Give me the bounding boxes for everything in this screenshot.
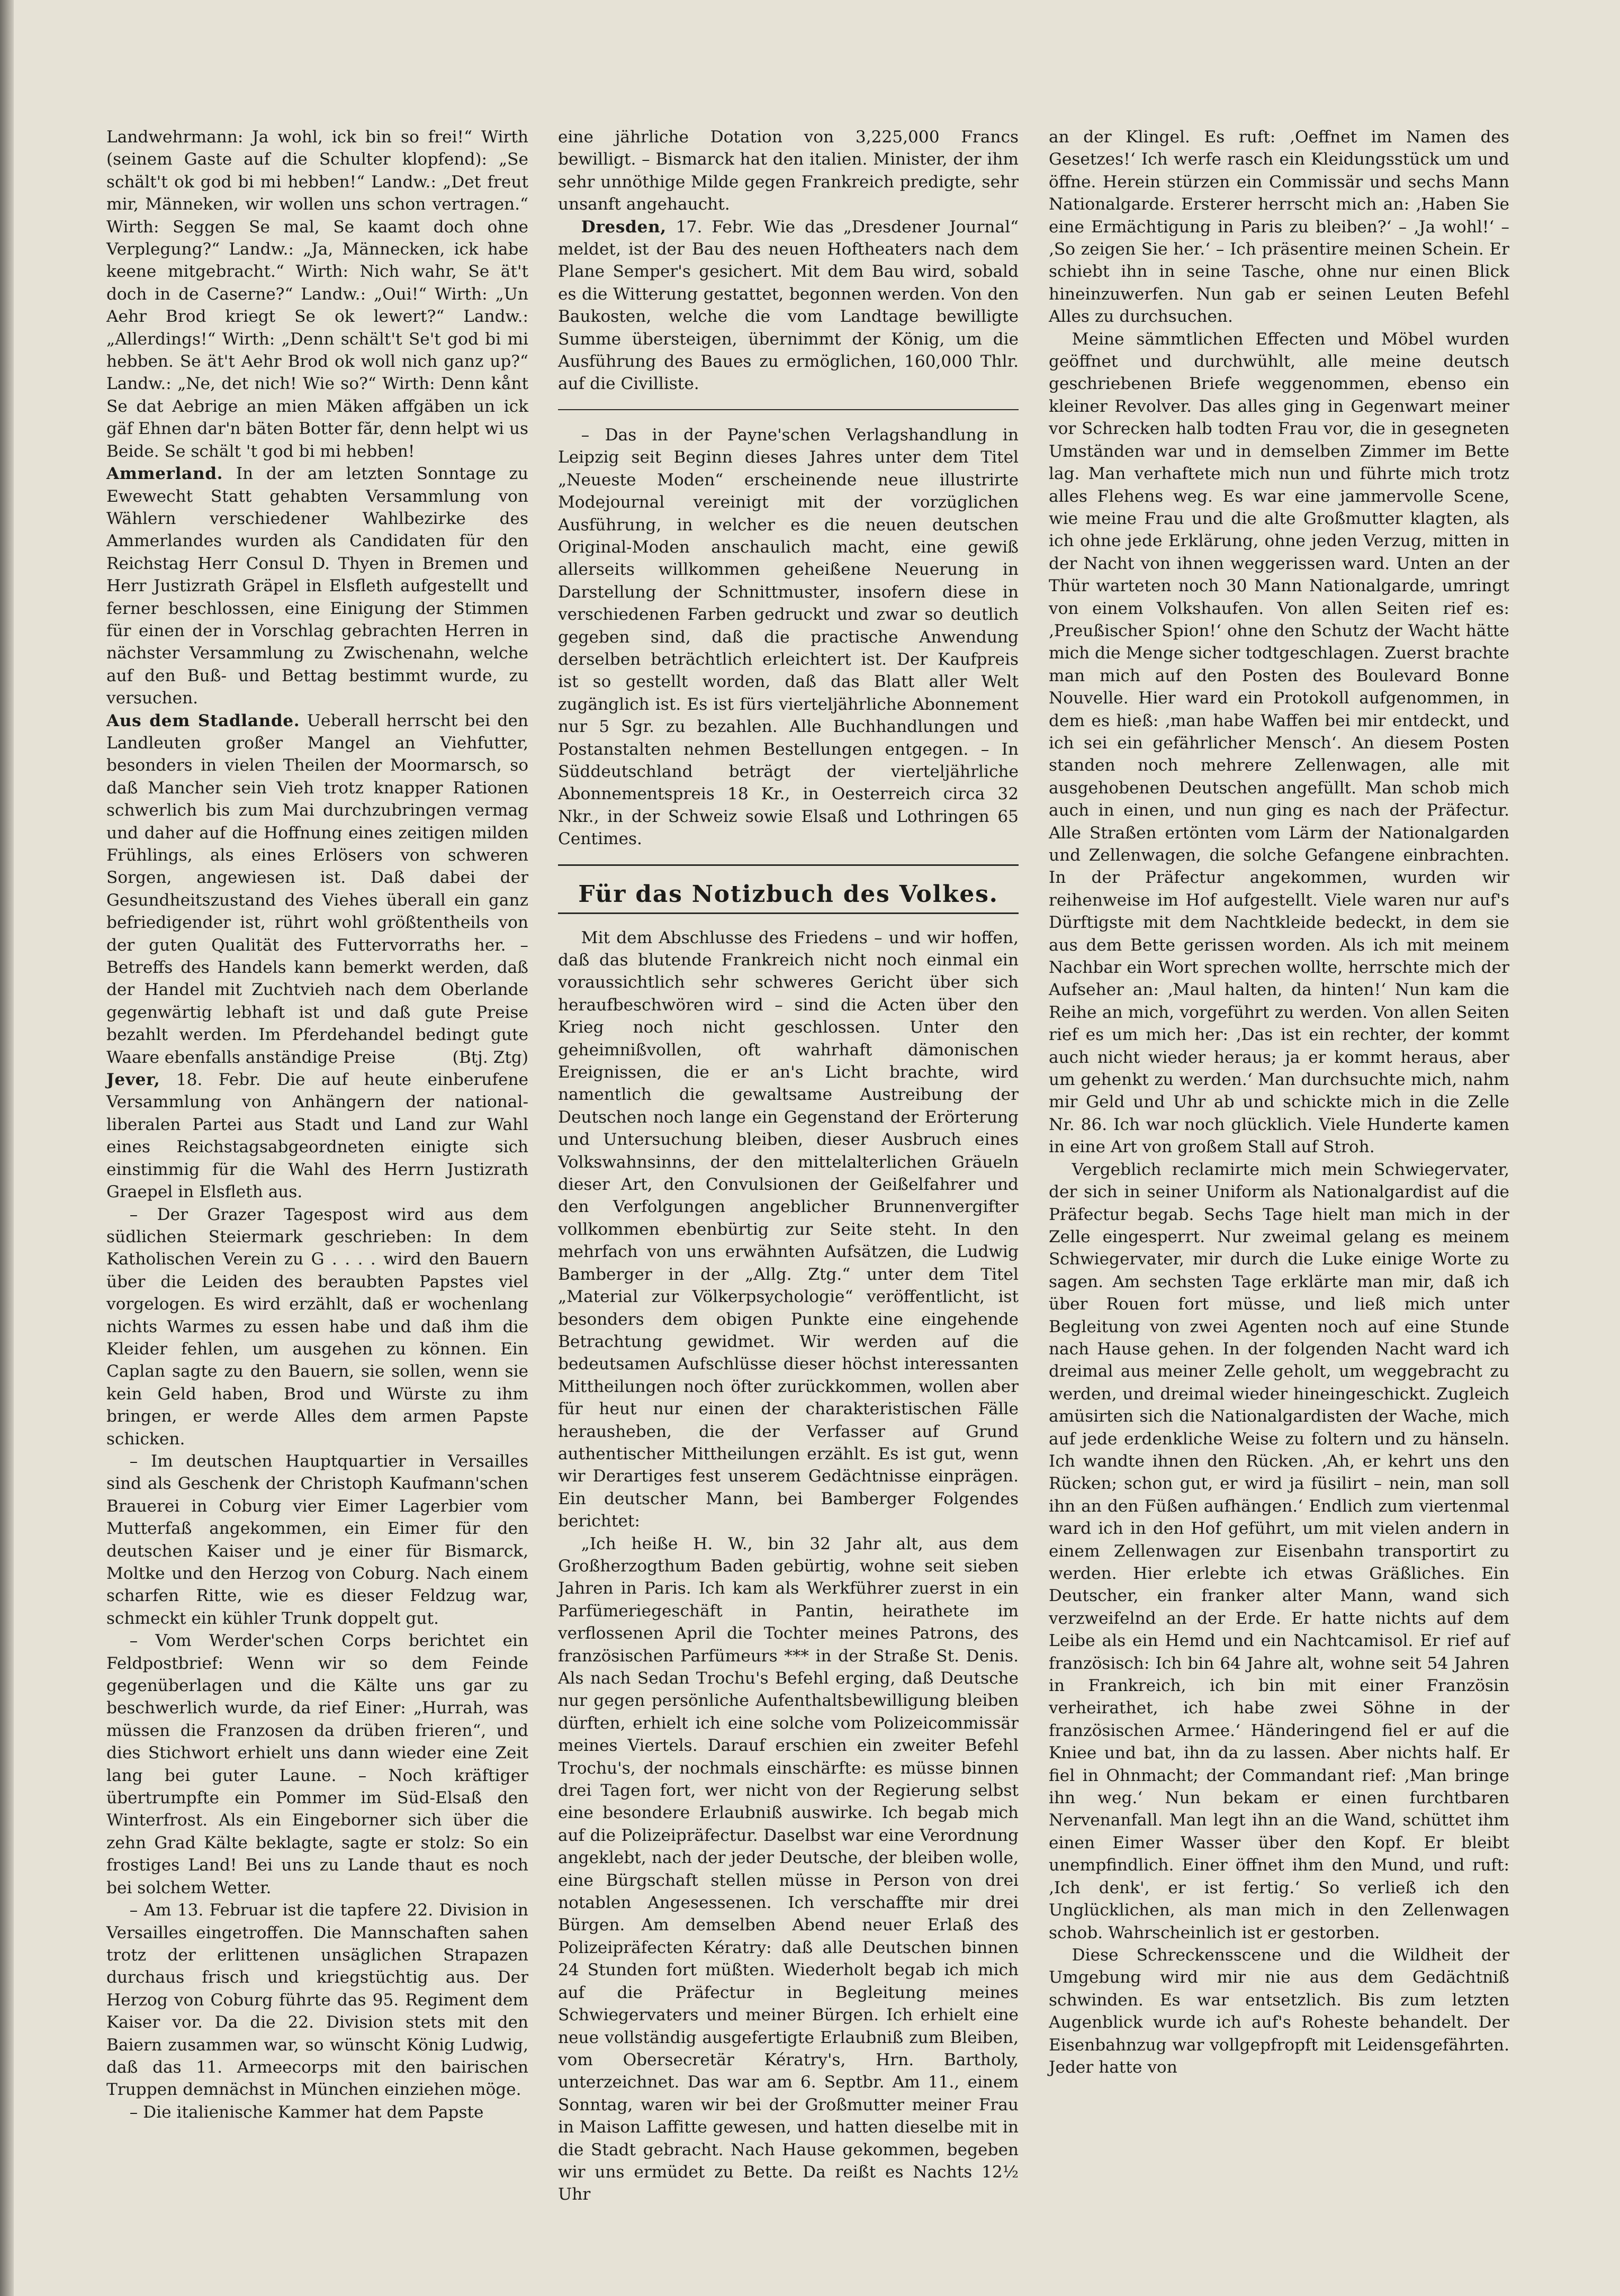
section-rule-bottom bbox=[558, 912, 1019, 914]
eimer-paragraph: – Im deutschen Hauptquartier in Versailles sind als Geschenk der Christoph Kaufmann'schen Brauerei in Coburg vier Eimer Lagerbier vom Mutterfaß angekommen, ein Eimer für den deutschen Kaiser und je einer für Bismarck, Moltke und den Herzog von Coburg. Nach einem scharfen Ritte, wie es dieser Feldzug war, schmeckt ein kühler Trunk doppelt gut. bbox=[106, 1451, 528, 1628]
report-paragraph-3: Vergeblich reclamirte mich mein Schwiegervater, der sich in seiner Uniform als Nationalgardist auf die Präfectur begab. Sechs Tage hielt man mich in der Zelle eingesperrt. Nur zweimal gelang es meinem Schwiegervater, mir durch die Luke einige Worte zu sagen. Am sechsten Tage erklärte man mir, daß ich über Rouen fort müsse, und ließ mich unter Begleitung von zwei Agenten noch auf eine Stunde nach Hause gehen. In der folgenden Nacht ward ich dreimal aus meiner Zelle geholt, um weggebracht zu werden, und dreimal wieder hineingeschickt. Zugleich amüsirten sich die Nationalgardisten der Wache, mich auf jede erdenkliche Weise zu foltern und zu hänseln. Ich wandte ihnen den Rücken. ‚Ah, er kehrt uns den Rücken; schon gut, er wird ja füsilirt – nein, man soll ihn an den Füßen aufhängen.‘ Endlich zum viertenmal ward ich in den Hof geführt, um mit vielen andern in einem Zellenwagen zur Eisenbahn transportirt zu werden. Hier erlebte ich etwas Gräßliches. Ein Deutscher, ein franker alter Mann, wand sich verzweifelnd an der Erde. Er hatte nichts auf dem Leibe als ein Hemd und ein Nachtcamisol. Er rief auf französisch: Ich bin 64 Jahre alt, wohne seit 54 Jahren in Frankreich, ich bin mit einer Französin verheirathet, ich habe zwei Söhne in der französischen Armee.‘ Händeringend fiel er auf die Kniee und bat, ihn da zu lassen. Aber nichts half. Er fiel in Ohnmacht; der Commandant rief: ‚Man bringe ihn weg.‘ Nun bekam er einen furchtbaren Nervenanfall. Man legt ihn an die Wand, schüttet ihm einen Eimer Wasser über den Kopf. Er bleibt unempfindlich. Einer öffnet ihm den Mund, und ruft: ‚Ich denk', er ist fertig.‘ So verließ ich den Unglücklichen, als man mich in den Zellenwagen schob. Wahrscheinlich ist er gestorben. bbox=[1049, 1160, 1509, 1942]
newspaper-page bbox=[14, 0, 1620, 2296]
ammerland-text: In der am letzten Sonntage zu Ewewecht Statt gehabten Versammlung von Wählern verschiedener Wahlbezirke des Ammerlandes wurden als Candidaten für den Reichstag Herr Consul D. Thyen in Bremen und Herr Justizrath Gräpel in Elsfleth aufgestellt und ferner beschlossen, eine Einigung der Stimmen für einen der in Vorschlag gebrachten Herren in nächster Versammlung zu Zwischenahn, welche auf den Buß- und Bettag bestimmt wurde, zu versuchen. bbox=[106, 464, 528, 708]
stadlande-text: Ueberall herrscht bei den Landleuten großer Mangel an Viehfutter, besonders in vielen Theilen der Moormarsch, so daß Mancher sein Vieh trotz knapper Rationen schwerlich bis zum Mai durchzubringen vermag und daher auf die Hoffnung eines zeitigen milden Frühlings, als eines Erlösers von schweren Sorgen, angewiesen ist. Daß dabei der Gesundheitszustand des Viehes überall ein ganz befriedigender ist, rührt wohl größtentheils von der guten Qualität des Futtervorraths her. – Betreffs des Handels kann bemerkt werden, daß der Handel mit Zuchtvieh nach dem Oberlande gegenwärtig lebhaft ist und daß gute Preise bezahlt werden. Im Pferdehandel bedingt gute Waare ebenfalls anständige Preise bbox=[106, 711, 528, 1067]
stadlande-heading: Aus dem Stadlande. bbox=[106, 711, 300, 730]
jever-text: 18. Febr. Die auf heute einberufene Versammlung von Anhängern der national-liberalen Partei aus Stadt und Land zur Wahl eines Reichstagsabgeordneten einigte sich einstimmig für die Wahl des Herrn Justizrath Graepel in Elsfleth aus. bbox=[106, 1070, 528, 1202]
report-paragraph-4: Diese Schreckensscene und die Wildheit der Umgebung wird mir nie aus dem Gedächtniß schwinden. Es war entsetzlich. Bis zum letzten Augenblick wurde ich auf's Roheste behandelt. Der Eisenbahnzug war vollgepfropft mit Leidensgefährten. Jeder hatte von bbox=[1049, 1945, 1509, 2077]
section-title: Für das Notizbuch des Volkes. bbox=[578, 880, 998, 908]
moden-paragraph: – Das in der Payne'schen Verlagshandlung in Leipzig seit Beginn dieses Jahres unter dem Titel „Neueste Moden“ erscheinende neue illustrirte Modejournal vereinigt mit der vorzüglichen Ausführung, in welcher es die neuen deutschen Original-Moden anschaulich macht, eine gewiß allerseits willkommen geheißene Neuerung in Darstellung der Schnittmuster, insofern diese in verschiedenen Farben gedruckt und zwar so deutlich gegeben sind, daß die practische Anwendung derselben beträchtlich erleichtert ist. Der Kaufpreis ist so gestellt worden, daß das Blatt aller Welt zugänglich ist. Es ist fürs vierteljährliche Abonnement nur 5 Sgr. zu bezahlen. Alle Buchhandlungen und Postanstalten nehmen Bestellungen entgegen. – In Süddeutschland beträgt der vierteljährliche Abonnementspreis 18 Kr., in Oesterreich circa 32 Nkr., in der Schweiz sowie Elsaß und Lothringen 65 Centimes. bbox=[558, 425, 1019, 849]
section-rule-top bbox=[558, 864, 1019, 866]
report-continuation: an der Klingel. Es ruft: ‚Oeffnet im Namen des Gesetzes!‘ Ich werfe rasch ein Kleidungsstück um und öffne. Herein stürzen ein Commissär und sechs Mann Nationalgarde. Ersterer herrscht mich an: ‚Haben Sie eine Ermächtigung in Paris zu bleiben?‘ – ‚Ja wohl!‘ – ‚So zeigen Sie her.‘ – Ich präsentire meinen Schein. Er schiebt ihn in seine Tasche, ohne nur einen Blick hineinzuwerfen. Nun gab er seinen Leuten Befehl Alles zu durchsuchen. bbox=[1049, 128, 1509, 327]
ammerland-heading: Ammerland. bbox=[106, 464, 223, 484]
column-middle bbox=[558, 126, 1019, 2206]
jever-heading: Jever, bbox=[106, 1070, 160, 1090]
column-left bbox=[106, 126, 528, 2123]
division-paragraph: – Am 13. Februar ist die tapfere 22. Division in Versailles eingetroffen. Die Mannschaften sahen trotz der erlittenen unsäglichen Strapazen durchaus frisch und kriegstüchtig aus. Der Herzog von Coburg führte das 95. Regiment dem Kaiser vor. Da die 22. Division stets mit den Baiern zusammen war, so wünscht König Ludwig, daß das 11. Armeecorps mit den bairischen Truppen demnächst in München einziehen möge. bbox=[106, 1901, 528, 2100]
column-right bbox=[1049, 126, 1509, 2078]
werder-paragraph: – Vom Werder'schen Corps berichtet ein Feldpostbrief: Wenn wir so dem Feinde gegenüberlagen und die Kälte uns gar zu beschwerlich wurde, da rief Einer: „Hurrah, was müssen die Franzosen da drüben frieren“, und dies Stichwort erhielt uns dann wieder eine Zeit lang bei guter Laune. – Noch kräftiger übertrumpfte ein Pommer im Süd-Elsaß den Winterfrost. Als ein Eingeborner sich über die zehn Grad Kälte beklagte, sagte er stolz: So ein frostiges Land! Bei uns zu Lande thaut es noch bei solchem Wetter. bbox=[106, 1631, 528, 1897]
dresden-heading: Dresden, bbox=[581, 217, 667, 237]
notiz-report: „Ich heiße H. W., bin 32 Jahr alt, aus dem Großherzogthum Baden gebürtig, wohne seit sieben Jahren in Paris. Ich kam als Werkführer zuerst in ein Parfümeriegeschäft in Pantin, heirathete im verflossenen April die Tochter meines Patrons, des französischen Parfümeurs *** in der Straße St. Denis. Als nach Sedan Trochu's Befehl erging, daß Deutsche nur gegen persönliche Aufenthaltsbewilligung bleiben dürften, erhielt ich eine solche vom Polizeicommissär meines Viertels. Darauf erschien ein zweiter Befehl Trochu's, der nochmals einschärfte: es müsse binnen drei Tagen fort, wer nicht von der Regierung selbst eine besondere Erlaubniß auswirke. Ich begab mich auf die Polizeipräfectur. Daselbst war eine Verordnung angeklebt, nach der jeder Deutsche, der bleiben wolle, eine Bürgschaft stellen müsse in Person von drei notablen Angesessenen. Ich verschaffte mir drei Bürgen. Am demselben Abend neuer Erlaß des Polizeipräfecten Kératry: daß alle Deutschen binnen 24 Stunden fort müßten. Wiederholt begab ich mich auf die Präfectur in Begleitung meines Schwiegervaters und meiner Bürgen. Ich erhielt eine neue vollständig ausgefertigte Erlaubniß zum Bleiben, vom Obersecretär Kératry's, Hrn. Bartholy, unterzeichnet. Das war am 6. Septbr. Am 11., einem Sonntag, waren wir bei der Großmutter meiner Frau in Maison Laffitte gewesen, und hatten dieselbe mit in die Stadt gebracht. Nach Hause gekommen, begeben wir uns ermüdet zu Bette. Da reißt es Nachts 12½ Uhr bbox=[558, 1534, 1019, 2204]
kammer-paragraph: – Die italienische Kammer hat dem Papste bbox=[129, 2102, 484, 2122]
stadlande-source: (Btj. Ztg) bbox=[452, 1047, 528, 1067]
dresden-text: 17. Febr. Wie das „Dresdener Journal“ meldet, ist der Bau des neuen Hoftheaters nach dem Plane Semper's gesichert. Mit dem Bau wird, sobald es die Witterung gestattet, begonnen werden. Von den Baukosten, welche die vom Landtage bewilligte Summe übersteigen, übernimmt der König, um die Ausführung des Baues zu ermöglichen, 160,000 Thlr. auf die Civilliste. bbox=[558, 217, 1019, 394]
steiermark-paragraph: – Der Grazer Tagespost wird aus dem südlichen Steiermark geschrieben: In dem Katholischen Verein zu G . . . . wird den Bauern über die Leiden des beraubten Papstes viel vorgelogen. Es wird erzählt, daß er wochenlang nichts Warmes zu essen habe und daß ihm die Kleider fehlen, um ausgehen zu können. Ein Caplan sagte zu den Bauern, sie sollen, wenn sie kein Geld haben, Brod und Würste zu ihm bringen, er werde Alles dem armen Papste schicken. bbox=[106, 1205, 528, 1449]
report-paragraph-2: Meine sämmtlichen Effecten und Möbel wurden geöffnet und durchwühlt, alle meine deutsch geschriebenen Briefe weggenommen, ebenso ein kleiner Revolver. Das alles ging in Gegenwart meiner vor Schrecken halb todten Frau vor, die in gesegneten Umständen war und in demselben Zimmer im Bette lag. Man verhaftete mich nun und führte mich trotz alles Flehens weg. Es war eine jammervolle Scene, wie meine Frau und die alte Großmutter klagten, als ich ohne jede Erklärung, ohne jeden Verzug, mitten in der Nacht von ihnen weggerissen ward. Unten an der Thür warteten noch 30 Mann Nationalgarde, umringt von einem Volkshaufen. Von allen Seiten rief es: ‚Preußischer Spion!‘ ohne den Schutz der Wacht hätte mich die Menge sicher todtgeschlagen. Zuerst brachte man mich auf den Posten des Boulevard Bonne Nouvelle. Hier ward ein Protokoll aufgenommen, in dem es hieß: ‚man habe Waffen bei mir entdeckt, und ich sei ein gefährlicher Mensch‘. An diesem Posten standen noch mehrere Zellenwagen, alle mit ausgehobenen Deutschen angefüllt. Man schob mich auch in einen, und nun ging es nach der Präfectur. Alle Straßen ertönten vom Lärm der Nationalgarden und Zellenwagen, die solche Gefangene einbrachten. In der Präfectur angekommen, wurden wir reihenweise im Hof aufgestellt. Viele waren nur auf's Dürftigste mit dem Nachtkleide bedeckt, in dem sie aus dem Bette gerissen worden. Als ich mit meinem Nachbar ein Wort sprechen wollte, herrschte mich der Aufseher an: ‚Maul halten, da hinten!‘ Nun kam die Reihe an mich, vorgeführt zu werden. Von allen Seiten rief es um mich her: ‚Das ist ein rechter, der kommt auch nicht wieder heraus; ja er kommt heraus, aber um gehenkt zu werden.‘ Man durchsuchte mich, nahm mir Geld und Uhr ab und schickte mich in die Zelle Nr. 86. Ich war noch glücklich. Viele Hunderte kamen in eine Art von großem Stall auf Stroh. bbox=[1049, 329, 1509, 1157]
dialogue-paragraph: Landwehrmann: Ja wohl, ick bin so frei!“ Wirth (seinem Gaste auf die Schulter klopfend): „Se schält't ok god bi mi hebben!“ Landw.: „Det freut mir, Männeken, wir wollen uns schon vertragen.“ Wirth: Seggen Se mal, Se kaamt doch ohne Verplegung?“ Landw.: „Ja, Männecken, ick habe keene mitgebracht.“ Wirth: Nich wahr, Se ät't doch in de Caserne?“ Landw.: „Oui!“ Wirth: „Un Aehr Brod kriegt Se ok lewert?“ Landw.: „Allerdings!“ Wirth: „Denn schält't Se't god bi mi hebben. Se ät't Aehr Brod ok woll nich ganz up?“ Landw.: „Ne, det nich! Wie so?“ Wirth: Denn kånt Se dat Aebrige an mien Mäken affgäben un ick gäf Ehnen dar'n bäten Botter făr, denn helpt wi us Beide. Se schält 't god bi mi hebben! bbox=[106, 128, 528, 461]
notiz-intro: Mit dem Abschlusse des Friedens – und wir hoffen, daß das blutende Frankreich nicht noch einmal ein voraussichtlich sehr schweres Gericht über sich heraufbeschwören wird – sind die Acten über den Krieg noch nicht geschlossen. Unter den geheimnißvollen, oft wahrhaft dämonischen Ereignissen, die er an's Licht brachte, wird namentlich die gewaltsame Austreibung der Deutschen noch lange ein Gegenstand der Erörterung und Untersuchung bleiben, dieser Ausbruch eines Volkswahnsinns, der den mittelalterlichen Gräueln dieser Art, den Convulsionen der Geißelfahrer und den Verfolgungen angeblicher Brunnenvergifter vollkommen ebenbürtig zur Seite steht. In den mehrfach von uns erwähnten Aufsätzen, die Ludwig Bamberger in der „Allg. Ztg.“ unter dem Titel „Material zur Völkerpsychologie“ veröffentlicht, ist besonders dem obigen Punkte eine eingehende Betrachtung gewidmet. Wir werden auf die bedeutsamen Aufschlüsse dieser höchst interessanten Mittheilungen noch öfter zurückkommen, wollen aber für heut nur einen der charakteristischen Fälle herausheben, die der Verfasser auf Grund authentischer Mittheilungen erzählt. Es ist gut, wenn wir Derartiges fest unserem Gedächtnisse einprägen. Ein deutscher Mann, bei Bamberger Folgendes berichtet: bbox=[558, 928, 1019, 1531]
kammer-continuation: eine jährliche Dotation von 3,225,000 Francs bewilligt. – Bismarck hat den italien. Minister, der ihm sehr unnöthige Milde gegen Frankreich predigte, sehr unsanft angehaucht. bbox=[558, 128, 1019, 214]
divider-rule bbox=[558, 409, 1019, 410]
binding-shadow bbox=[0, 0, 14, 2296]
